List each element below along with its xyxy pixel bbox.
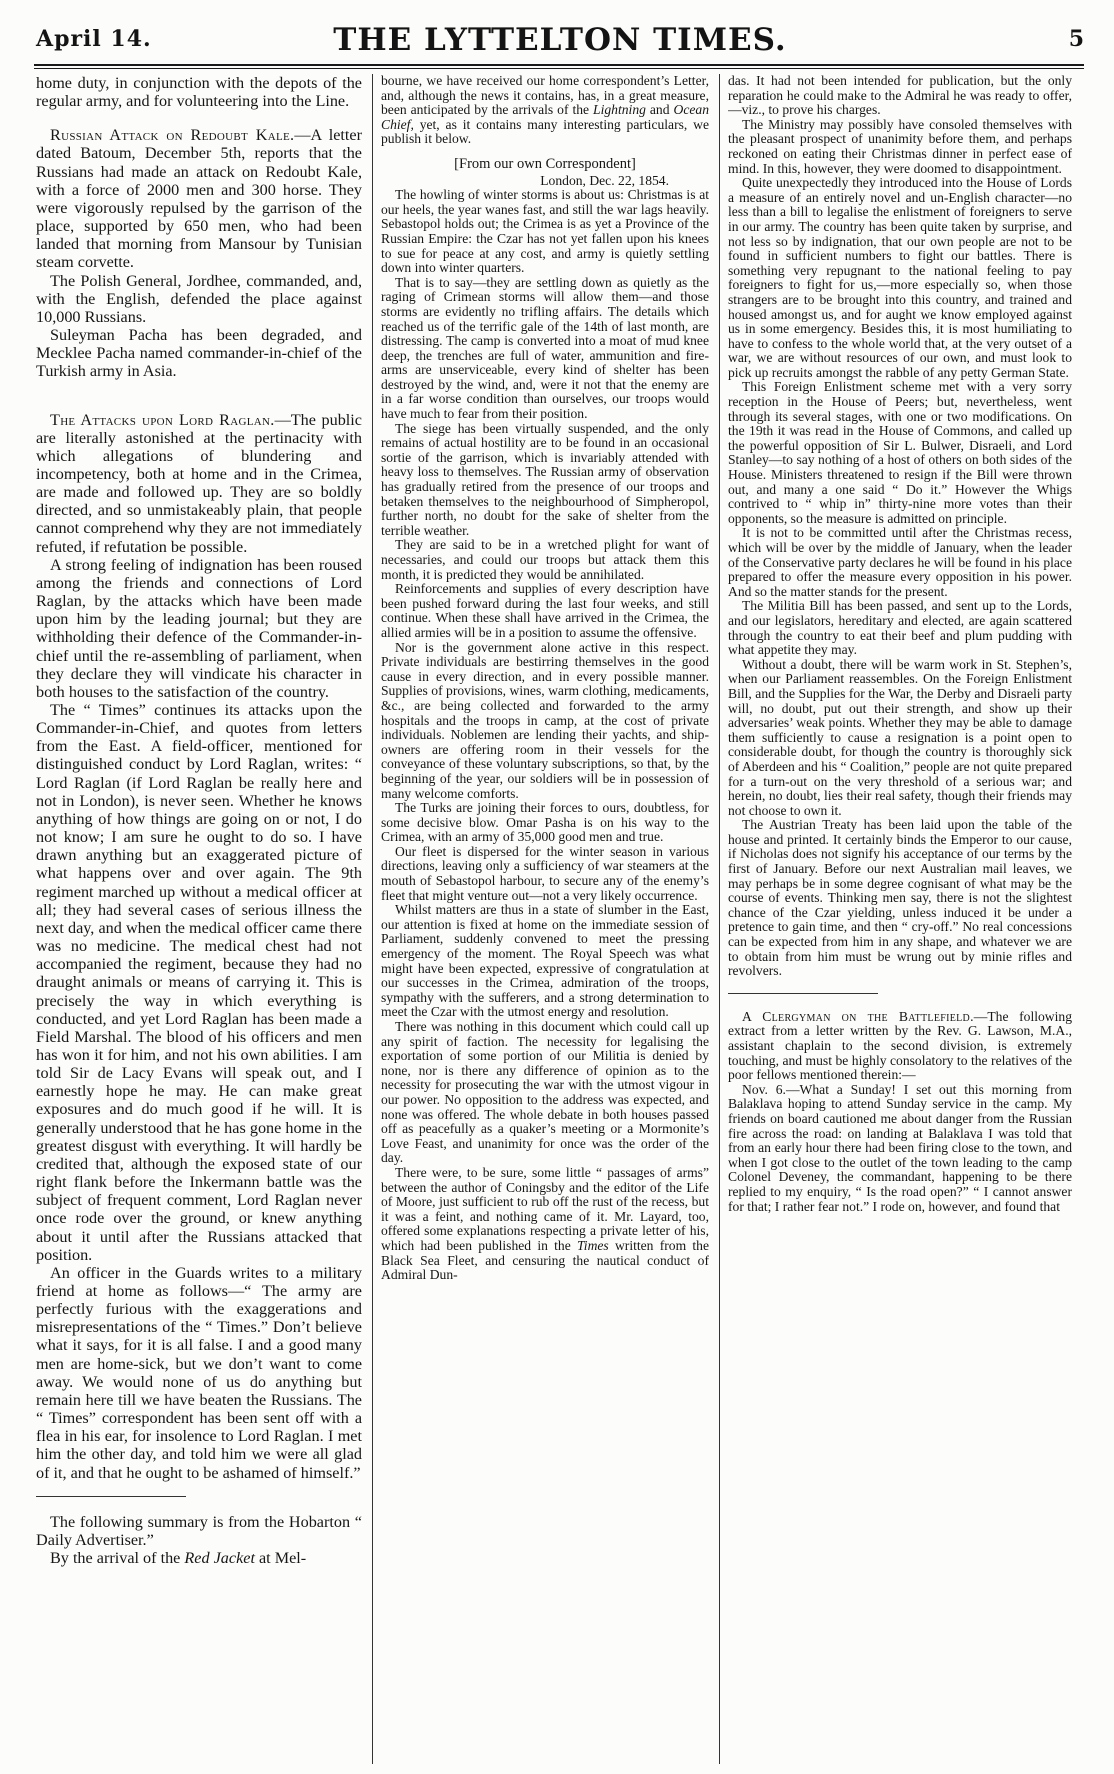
article-body: —A letter dated Batoum, December 5th, reports that the Russians had made an attack on Redoubt Kale, with a force of 2000 men and 300 horse. They were vigorously repulsed by the garrison of the place, supported by 650 men, who had been landed that morning from Mansour by Tunisian steam corvette. [36, 126, 362, 272]
dateline: London, Dec. 22, 1854. [540, 172, 669, 188]
newspaper-title: THE LYTTELTON TIMES. [333, 22, 787, 58]
paragraph: home duty, in conjunction with the depots of the regular army, and for volunteering into the Line. [36, 74, 362, 111]
paragraph: This Foreign Enlistment scheme met with a very sorry reception in the House of Peers; but, nevertheless, went through its several stages, with one or two modifications. On the 19th it was read in the House of Commons, and called up the powerful opposition of Sir L. Bulwer, Disraeli, and Lord Stanley—to say nothing of a host of others on both sides of the House. Ministers threatened to resign if the Bill were thrown out, and many a one said “ Do it.” However the Whigs contrived to “ whip in” thirty-nine more votes than their opponents, so the measure is admitted on principle. [728, 379, 1072, 526]
paragraph: It is not to be committed until after the Christmas recess, which will be over by the middle of January, when the leader of the Conservative party declares he will be found in his place prepared to offer the measure every opposition in his power. And so the matter stands for the present. [728, 525, 1072, 599]
article-clergyman [728, 1010, 1072, 1083]
paragraph: A strong feeling of indignation has been roused among the friends and connections of Lord Raglan, by the attacks which have been made upon him by the leading journal; but they are withholding their defence of the Commander-in-chief until the re-assembling of parliament, when they declare they will vindicate his character in both houses to the satisfaction of the country. [36, 555, 362, 701]
column-1 [36, 74, 362, 1764]
paragraph: Quite unexpectedly they introduced into the House of Lords a measure of an entirely novel and un-English character—no less than a bill to legalise the enlistment of foreigners to serve in our army. The country has been quite taken by surprise, and not less so by indignation, that our own people are not to be found in sufficient numbers to fight our battles. There is something very repugnant to the national feeling to pay foreigners to fight for us,—more especially so, when those strangers are to be brought into this country, and trained and housed amongst us, and for aught we know employed against us in some emergency. Besides this, it is most humiliating to have to confess to the whole world that, at the very outset of a war, we are without resources of our own, and must look to pick up recruits amongst the rabble of any petty German State. [728, 175, 1072, 380]
paragraph: Suleyman Pacha has been degraded, and Mecklee Pacha named commander-in-chief of the Turkish army in Asia. [36, 326, 362, 381]
paragraph [36, 1549, 362, 1567]
article-redoubt-kale [36, 126, 362, 271]
paragraph: Nov. 6.—What a Sunday! I set out this morning from Balaklava hoping to attend Sunday service in the camp. My friends on board cautioned me about danger from the Russian fire across the road: on landing at Balaklava I was told that from an early hour there had been firing close to the town, and when I got close to the outlet of the town leading to the camp Colonel Deveney, the commandant, happening to be there replied to my enquiry, “ Is the road open?” “ I cannot answer for that; I rather fear not.” I rode on, however, and found that [728, 1081, 1072, 1214]
paragraph: Reinforcements and supplies of every description have been pushed forward during the last four weeks, and still continue. When these shall have arrived in the Crimea, the allied armies will be in a position to assume the offensive. [381, 581, 709, 640]
paragraph: The Militia Bill has been passed, and sent up to the Lords, and our legislators, hereditary and elected, are again scattered through the country to eat their beef and plum pudding with what appetite they may. [728, 598, 1072, 658]
ship-name: Red Jacket [184, 1549, 255, 1568]
text-run: and [645, 102, 674, 118]
paragraph: das. It had not been intended for publication, but the only reparation he could make to the Admiral he was ready to offer,—viz., to prove his charges. [728, 74, 1072, 118]
paragraph: They are said to be in a wretched plight for want of necessaries, and could our troops but attack them this month, it is predicted they would be annihilated. [381, 537, 709, 582]
text-run: By the arrival of the [50, 1549, 185, 1568]
text-run: yet, as it contains many interesting particulars, we publish it below. [381, 116, 709, 147]
page-number: 5 [1068, 26, 1084, 52]
article-heading: A Clergyman on the Battlefield. [742, 1008, 974, 1024]
masthead [30, 18, 1090, 58]
masthead-rule-thin [34, 68, 1084, 69]
paragraph: That is to say—they are settling down as quietly as the raging of Crimean storms will allow them—and those storms are evidently no trifling affairs. The details which reached us of the terrific gale of the 14th of last month, are distressing. The camp is converted into a moat of mud knee deep, the trenches are full of water, ammunition and fire-arms are unserviceable, every kind of shelter has been destroyed by the wind, and, were it not that the enemy are in a far worse condition than ourselves, our troops would have much to fear from their position. [381, 274, 709, 422]
section-divider [728, 993, 878, 994]
paragraph: The following summary is from the Hobarton “ Daily Advertiser.” [36, 1512, 362, 1549]
text-run: There were, to be sure, some little “ passages of arms” between the author of Coningsby and the editor of the Life of Moore, just sufficient to rub off the rust of the recess, but it was a feint, and nothing came of it. Mr. Layard, too, offered some explanations respecting a private letter of his, which had been published in the [381, 1164, 709, 1253]
column-divider [372, 74, 373, 1764]
column-2 [381, 74, 709, 1764]
paragraph: Nor is the government alone active in this respect. Private individuals are bestirring themselves in the good cause in every direction, and in every possible manner. Supplies of provisions, wines, warm clothing, medicaments, &c., are being collected and forwarded to the army hospitals and the troops in camp, at the cost of private individuals. Noblemen are lending their yachts, and ship-owners are offering room in their vessels for the conveyance of these voluntary subscriptions, so that, by the beginning of the year, our soldiers will be in possession of many welcome comforts. [381, 639, 709, 801]
paragraph: The Polish General, Jordhee, commanded, and, with the English, defended the place against 10,000 Russians. [36, 271, 362, 326]
article-heading: The Attacks upon Lord Raglan. [50, 410, 275, 429]
section-divider [36, 1496, 186, 1497]
paragraph: The Turks are joining their forces to ours, doubtless, for some decisive blow. Omar Pasha is on his way to the Crimea, with an army of 35,000 good men and true. [381, 800, 709, 845]
text-run: written from the Black Sea Fleet, and censuring the nautical conduct of Admiral Dun- [381, 1237, 709, 1283]
paragraph: Without a doubt, there will be warm work in St. Stephen’s, when our Parliament reassembles. On the Foreign Enlistment Bill, and the Supplies for the War, the Derby and Disraeli party will, no doubt, put out their strength, and show up their adversaries’ weak points. Whether they may be able to damage them sufficiently to cause a resignation is a point open to considerable doubt, for though the country is thoroughly sick of Aberdeen and his “ Coalition,” people are not quite prepared for a turn-out on the very threshold of a serious war; and herein, no doubt, lies their real safety, though their friends may not choose to own it. [728, 656, 1072, 818]
newspaper-name: Times [577, 1237, 609, 1253]
article-heading: Russian Attack on Redoubt Kale. [50, 126, 295, 145]
paragraph: An officer in the Guards writes to a military friend at home as follows—“ The army are perfectly furious with the exaggerations and misrepresentations of the “ Times.” Don’t believe what it says, for it is all false. I and a good many men are home-sick, but we don’t want to come away. We would none of us do anything but remain here till we have beaten the Russians. The “ Times” correspondent has been sent off with a flea in his ear, for insolence to Lord Raglan. I met him the other day, and told him we were all glad of it, and that he ought to be ashamed of himself.” [36, 1263, 362, 1482]
article-body: —The public are literally astonished at the pertinacity with which allegations of blundering and incompetency, both at home and in the Crimea, are made and followed up. They are so boldly directed, and so unmistakeably plain, that people cannot comprehend why they are not immediately refuted, if refutation be possible. [36, 410, 362, 556]
masthead-rule [34, 64, 1084, 66]
column-3 [728, 74, 1072, 1764]
text-run: at Mel- [254, 1549, 307, 1568]
paragraph: Our fleet is dispersed for the winter season in various directions, leaving only a sufficiency of war steamers at the mouth of Sebastopol harbour, to secure any of the enemy’s fleet that might venture out—not a very likely occurrence. [381, 843, 709, 903]
column-divider [719, 74, 720, 1764]
article-body: —The following extract from a letter written by the Rev. G. Lawson, M.A., assistant chaplain to the second division, is extremely touching, and must be highly consolatory to the relatives of the poor fellows mentioned therein:— [728, 1008, 1072, 1083]
ship-name: Lightning [593, 102, 646, 118]
paragraph [381, 1166, 709, 1283]
paragraph: The howling of winter storms is about us: Christmas is at our heels, the year wanes fast, and still the war lags heavily. Sebastopol holds out; the Crimea is as yet a Province of the Russian Empire: the Czar has not yet fallen upon his knees to sue for peace at any cost, and army is quietly settling down into winter quarters. [381, 187, 709, 276]
paragraph: The siege has been virtually suspended, and the only remains of actual hostility are to be found in an occasional sortie of the garrison, which is invariably attended with heavy loss to themselves. The Russian army of observation has gradually retired from the presence of our troops and betaken themselves to the neighbourhood of Simpheropol, further north, no doubt for the sake of shelter from the terrible weather. [381, 420, 709, 538]
paragraph: There was nothing in this document which could call up any spirit of faction. The necessity for legalising the exportation of some portion of our Militia is denied by none, nor is there any difference of opinion as to the necessity for prosecuting the war with the utmost vigour in our power. No opposition to the address was expected, and none was offered. The whole debate in both houses passed off as peacefully as a quaker’s meeting or a Mormonite’s Love Feast, and unanimity for once was the order of the day. [381, 1019, 709, 1166]
paragraph: The Ministry may possibly have consoled themselves with the pleasant prospect of unanimity before them, and perhaps reckoned on eating their Christmas dinner in perfect ease of mind. In this, however, they were doomed to disappointment. [728, 116, 1072, 176]
text-run: bourne, we have received our home correspondent’s Letter, and, although the news it contains, has, in a great measure, been anticipated by the arrivals of the [381, 74, 709, 118]
correspondent-line: [From our own Correspondent] [454, 155, 636, 172]
paragraph: Whilst matters are thus in a state of slumber in the East, our attention is fixed at home on the immediate session of Parliament, suddenly convened to meet the pressing emergency of the moment. The Royal Speech was what might have been expected, expressive of congratulation at our successes in the Crimea, admiration of the troops, sympathy with the sufferers, and a strong determination to meet the Czar with the utmost energy and resolution. [381, 902, 709, 1020]
article-attacks-on-raglan [36, 411, 362, 556]
paragraph: The Austrian Treaty has been laid upon the table of the house and printed. It certainly binds the Emperor to our cause, if Nicholas does not signify his acceptance of our terms by the first of January. Before our next Australian mail leaves, we may perhaps be in some degree cognisant of what may be the course of events. Thinking men say, there is not the slightest chance of the Czar yielding, unless induced it be under a pretence to gain time, and then “ cry-off.” No real concessions can be expected from him in any shape, and whatever we are to obtain from him must be wrung out by minie rifles and revolvers. [728, 817, 1072, 979]
ship-name: Ocean Chief, [381, 102, 709, 132]
issue-date: April 14. [36, 26, 152, 52]
paragraph: The “ Times” continues its attacks upon the Commander-in-Chief, and quotes from letters from the East. A field-officer, mentioned for distinguished conduct by Lord Raglan, writes: “ Lord Raglan (if Lord Raglan be really here and not in London), is never seen. Whether he knows anything of how things are going on or not, I do not know; I am sure he ought to do so. I have drawn anything but an exaggerated picture of what happens over and over again. The 9th regiment marched up without a medical officer at all; they had several cases of serious illness the next day, and when the medical officer came there was no medicine. The medical chest had not accompanied the regiment, because they had no draught animals or means of carrying it. This is precisely the way in which everything is conducted, and yet Lord Raglan has been made a Field Marshal. The blood of his officers and men has won it for him, and not his own abilities. I am told Sir de Lacy Evans will speak out, and I earnestly hope he may. He can make great exposures and do much good if he will. It is generally understood that he has gone home in the greatest disgust with everything. It will hardly be credited that, although the exposed state of our right flank before the Inkermann battle was the subject of frequent comment, Lord Raglan never once rode over the ground, or knew anything about it until after the Russians attacked that position. [36, 701, 362, 1264]
paragraph [381, 74, 709, 147]
